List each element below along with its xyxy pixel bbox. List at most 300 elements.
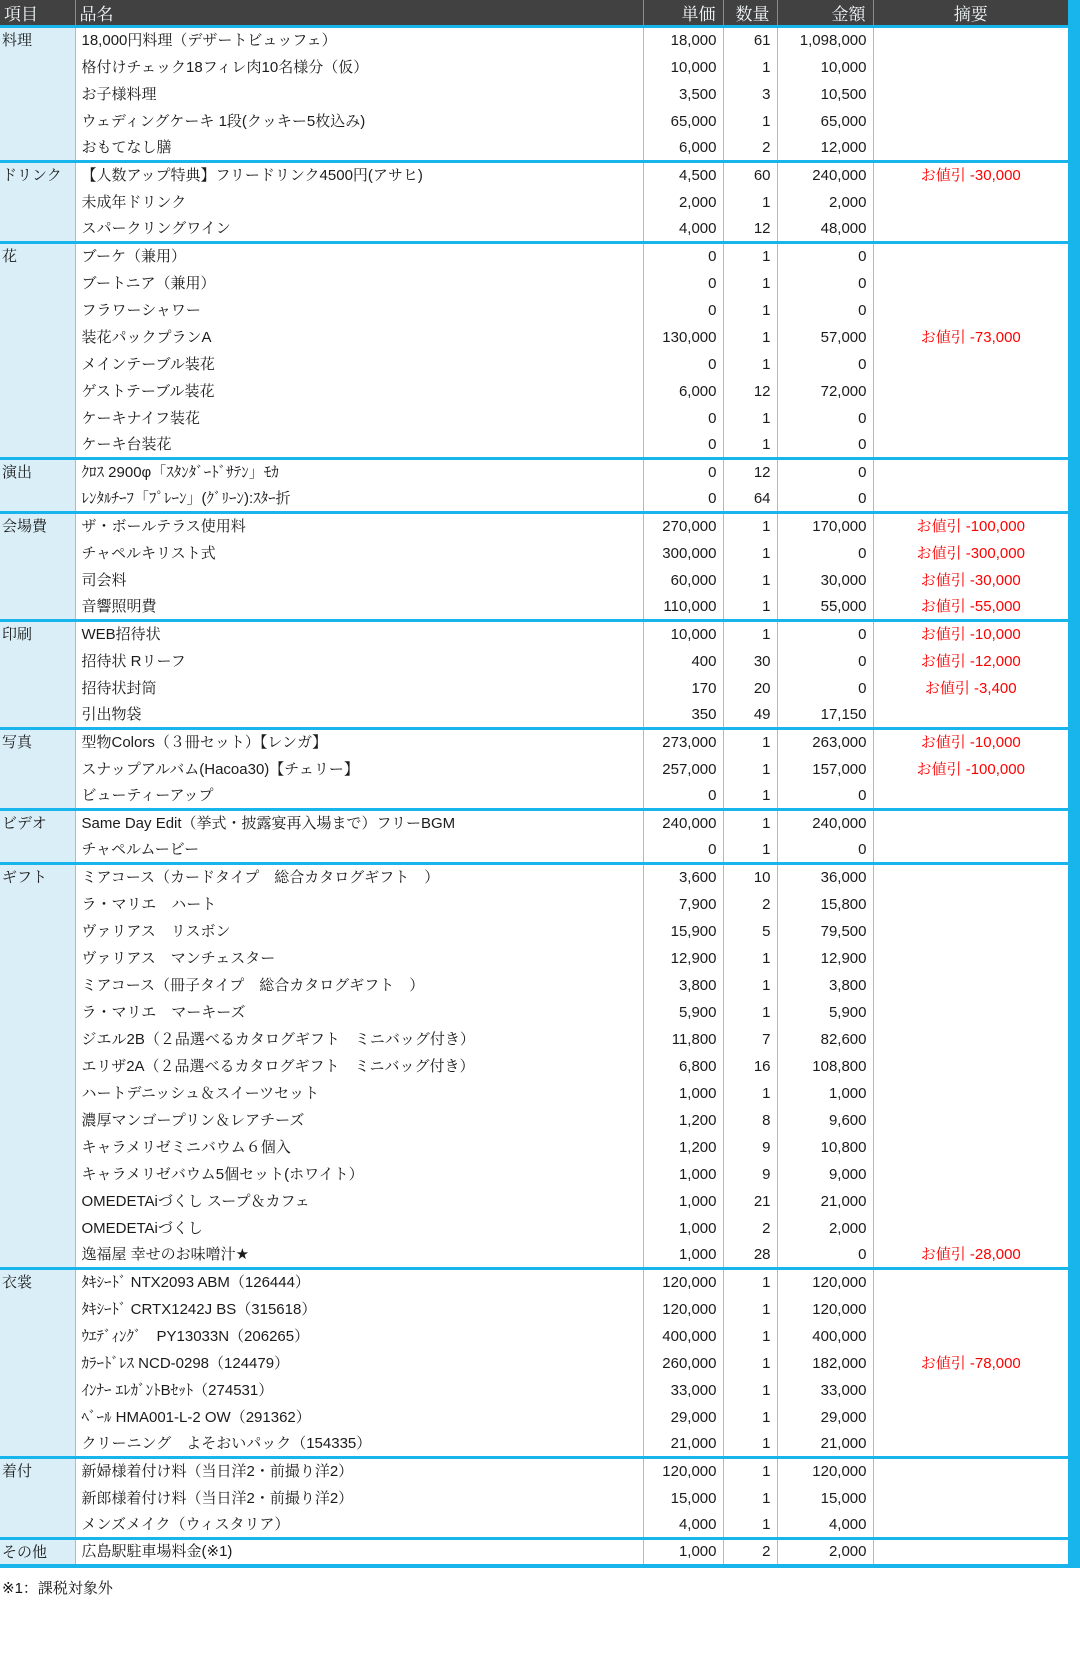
unit-price-cell: 29,000	[643, 1404, 723, 1431]
unit-price-cell: 240,000	[643, 810, 723, 837]
column-header-unit-price: 単価	[643, 0, 723, 27]
note-cell	[873, 1053, 1068, 1080]
amount-cell: 0	[777, 351, 873, 378]
note-cell: お値引 -100,000	[873, 513, 1068, 540]
table-row	[0, 783, 1068, 810]
table-row	[0, 1485, 1068, 1512]
amount-cell: 120,000	[777, 1296, 873, 1323]
amount-cell: 21,000	[777, 1188, 873, 1215]
note-cell	[873, 459, 1068, 486]
item-name-cell: 濃厚マンゴープリン＆レアチーズ	[75, 1107, 643, 1134]
item-name-cell: キャラメリゼバウム5個セット(ホワイト）	[75, 1161, 643, 1188]
item-name-cell: ハートデニッシュ＆スイーツセット	[75, 1080, 643, 1107]
note-cell	[873, 378, 1068, 405]
amount-cell: 263,000	[777, 729, 873, 756]
item-name-cell: ｸﾛｽ 2900φ「ｽﾀﾝﾀﾞｰﾄﾞｻﾃﾝ」ﾓｶ	[75, 459, 643, 486]
amount-cell: 10,800	[777, 1134, 873, 1161]
quantity-cell: 28	[723, 1242, 777, 1269]
note-cell	[873, 243, 1068, 270]
column-header-item-name: 品名	[75, 0, 643, 27]
item-name-cell: 未成年ドリンク	[75, 189, 643, 216]
amount-cell: 30,000	[777, 567, 873, 594]
unit-price-cell: 4,000	[643, 216, 723, 243]
amount-cell: 0	[777, 837, 873, 864]
unit-price-cell: 260,000	[643, 1350, 723, 1377]
quantity-cell: 8	[723, 1107, 777, 1134]
unit-price-cell: 3,600	[643, 864, 723, 891]
amount-cell: 17,150	[777, 702, 873, 729]
item-name-cell: ケーキナイフ装花	[75, 405, 643, 432]
amount-cell: 0	[777, 297, 873, 324]
item-name-cell: 18,000円料理（デザートビュッフェ）	[75, 27, 643, 54]
item-name-cell: ヴァリアス リスボン	[75, 918, 643, 945]
unit-price-cell: 18,000	[643, 27, 723, 54]
item-name-cell: 音響照明費	[75, 594, 643, 621]
note-cell	[873, 351, 1068, 378]
amount-cell: 15,800	[777, 891, 873, 918]
table-row	[0, 1242, 1068, 1269]
table-row	[0, 918, 1068, 945]
note-cell: お値引 -10,000	[873, 729, 1068, 756]
item-name-cell: WEB招待状	[75, 621, 643, 648]
table-row	[0, 1053, 1068, 1080]
quantity-cell: 1	[723, 1323, 777, 1350]
unit-price-cell: 3,800	[643, 972, 723, 999]
item-name-cell: ジエル2B（２品選べるカタログギフト ミニバッグ付き）	[75, 1026, 643, 1053]
item-name-cell: チャペルムービー	[75, 837, 643, 864]
quantity-cell: 1	[723, 243, 777, 270]
quantity-cell: 12	[723, 216, 777, 243]
unit-price-cell: 120,000	[643, 1458, 723, 1485]
quantity-cell: 5	[723, 918, 777, 945]
note-cell	[873, 1026, 1068, 1053]
table-row	[0, 1404, 1068, 1431]
quantity-cell: 12	[723, 459, 777, 486]
amount-cell: 3,800	[777, 972, 873, 999]
quantity-cell: 1	[723, 540, 777, 567]
note-cell	[873, 1269, 1068, 1296]
table-row	[0, 972, 1068, 999]
item-name-cell: ﾀｷｼｰﾄﾞ CRTX1242J BS（315618）	[75, 1296, 643, 1323]
unit-price-cell: 110,000	[643, 594, 723, 621]
note-cell	[873, 81, 1068, 108]
quantity-cell: 30	[723, 648, 777, 675]
note-cell	[873, 1188, 1068, 1215]
item-name-cell: 格付けチェック18フィレ肉10名様分（仮）	[75, 54, 643, 81]
item-name-cell: 新婦様着付け料（当日洋2・前撮り洋2）	[75, 1458, 643, 1485]
note-cell	[873, 1512, 1068, 1539]
quantity-cell: 3	[723, 81, 777, 108]
quantity-cell: 1	[723, 1296, 777, 1323]
note-cell	[873, 972, 1068, 999]
quantity-cell: 1	[723, 594, 777, 621]
item-name-cell: スナップアルバム(Hacoa30)【チェリー】	[75, 756, 643, 783]
note-cell: お値引 -300,000	[873, 540, 1068, 567]
note-cell	[873, 486, 1068, 513]
item-name-cell: キャラメリゼミニバウム６個入	[75, 1134, 643, 1161]
item-name-cell: チャペルキリスト式	[75, 540, 643, 567]
quantity-cell: 1	[723, 1512, 777, 1539]
item-name-cell: ケーキ台装花	[75, 432, 643, 459]
table-row	[0, 243, 1068, 270]
quantity-cell: 1	[723, 972, 777, 999]
quantity-cell: 2	[723, 1539, 777, 1566]
amount-cell: 0	[777, 1242, 873, 1269]
unit-price-cell: 170	[643, 675, 723, 702]
unit-price-cell: 1,000	[643, 1161, 723, 1188]
quantity-cell: 61	[723, 27, 777, 54]
amount-cell: 4,000	[777, 1512, 873, 1539]
table-row	[0, 1431, 1068, 1458]
amount-cell: 400,000	[777, 1323, 873, 1350]
unit-price-cell: 65,000	[643, 108, 723, 135]
table-row	[0, 1215, 1068, 1242]
unit-price-cell: 0	[643, 837, 723, 864]
note-cell: お値引 -30,000	[873, 162, 1068, 189]
note-cell	[873, 405, 1068, 432]
note-cell	[873, 1134, 1068, 1161]
table-row	[0, 756, 1068, 783]
quantity-cell: 1	[723, 810, 777, 837]
quantity-cell: 1	[723, 999, 777, 1026]
unit-price-cell: 21,000	[643, 1431, 723, 1458]
item-name-cell: ビューティーアップ	[75, 783, 643, 810]
table-row	[0, 675, 1068, 702]
item-name-cell: ラ・マリエ マーキーズ	[75, 999, 643, 1026]
item-name-cell: ゲストテーブル装花	[75, 378, 643, 405]
item-name-cell: 逸福屋 幸せのお味噌汁★	[75, 1242, 643, 1269]
table-row	[0, 297, 1068, 324]
unit-price-cell: 60,000	[643, 567, 723, 594]
unit-price-cell: 6,000	[643, 135, 723, 162]
table-row	[0, 567, 1068, 594]
note-cell: お値引 -100,000	[873, 756, 1068, 783]
quantity-cell: 64	[723, 486, 777, 513]
note-cell	[873, 1323, 1068, 1350]
quantity-cell: 2	[723, 135, 777, 162]
table-row	[0, 486, 1068, 513]
item-name-cell: ﾍﾞｰﾙ HMA001-L-2 OW（291362）	[75, 1404, 643, 1431]
amount-cell: 0	[777, 675, 873, 702]
unit-price-cell: 4,500	[643, 162, 723, 189]
note-cell	[873, 1377, 1068, 1404]
item-name-cell: ヴァリアス マンチェスター	[75, 945, 643, 972]
table-row	[0, 54, 1068, 81]
amount-cell: 10,500	[777, 81, 873, 108]
unit-price-cell: 7,900	[643, 891, 723, 918]
quantity-cell: 1	[723, 297, 777, 324]
note-cell: お値引 -78,000	[873, 1350, 1068, 1377]
quantity-cell: 16	[723, 1053, 777, 1080]
unit-price-cell: 1,000	[643, 1188, 723, 1215]
item-name-cell: ﾚﾝﾀﾙﾁｰﾌ「ﾌﾟﾚｰﾝ」(ｸﾞﾘｰﾝ):ｽﾀｰ折	[75, 486, 643, 513]
quantity-cell: 1	[723, 270, 777, 297]
amount-cell: 120,000	[777, 1269, 873, 1296]
table-row	[0, 999, 1068, 1026]
note-cell	[873, 810, 1068, 837]
note-cell	[873, 54, 1068, 81]
amount-cell: 29,000	[777, 1404, 873, 1431]
amount-cell: 0	[777, 540, 873, 567]
column-header-quantity: 数量	[723, 0, 777, 27]
table-row	[0, 432, 1068, 459]
amount-cell: 1,098,000	[777, 27, 873, 54]
unit-price-cell: 0	[643, 243, 723, 270]
item-name-cell: クリーニング よそおいパック（154335）	[75, 1431, 643, 1458]
item-name-cell: ｳｴﾃﾞｨﾝｸﾞ PY13033N（206265）	[75, 1323, 643, 1350]
note-cell	[873, 297, 1068, 324]
unit-price-cell: 1,200	[643, 1107, 723, 1134]
amount-cell: 48,000	[777, 216, 873, 243]
table-row	[0, 1026, 1068, 1053]
table-row	[0, 351, 1068, 378]
amount-cell: 0	[777, 621, 873, 648]
category-cell: 演出	[0, 459, 75, 513]
quantity-cell: 20	[723, 675, 777, 702]
table-row	[0, 810, 1068, 837]
unit-price-cell: 33,000	[643, 1377, 723, 1404]
unit-price-cell: 5,900	[643, 999, 723, 1026]
quantity-cell: 10	[723, 864, 777, 891]
note-cell: お値引 -3,400	[873, 675, 1068, 702]
quantity-cell: 2	[723, 891, 777, 918]
note-cell: お値引 -10,000	[873, 621, 1068, 648]
note-cell	[873, 135, 1068, 162]
item-name-cell: ラ・マリエ ハート	[75, 891, 643, 918]
amount-cell: 82,600	[777, 1026, 873, 1053]
quantity-cell: 1	[723, 324, 777, 351]
category-cell: ビデオ	[0, 810, 75, 864]
amount-cell: 21,000	[777, 1431, 873, 1458]
quantity-cell: 49	[723, 702, 777, 729]
table-row	[0, 1539, 1068, 1566]
note-cell	[873, 1431, 1068, 1458]
item-name-cell: フラワーシャワー	[75, 297, 643, 324]
amount-cell: 72,000	[777, 378, 873, 405]
table-row	[0, 1080, 1068, 1107]
table-row	[0, 1134, 1068, 1161]
item-name-cell: ブーケ（兼用）	[75, 243, 643, 270]
unit-price-cell: 10,000	[643, 54, 723, 81]
note-cell	[873, 1107, 1068, 1134]
quantity-cell: 12	[723, 378, 777, 405]
unit-price-cell: 0	[643, 270, 723, 297]
amount-cell: 9,600	[777, 1107, 873, 1134]
note-cell	[873, 27, 1068, 54]
amount-cell: 157,000	[777, 756, 873, 783]
quantity-cell: 1	[723, 1485, 777, 1512]
note-cell	[873, 1161, 1068, 1188]
table-row	[0, 378, 1068, 405]
note-cell	[873, 1458, 1068, 1485]
item-name-cell: ｶﾗｰﾄﾞﾚｽ NCD-0298（124479）	[75, 1350, 643, 1377]
quantity-cell: 1	[723, 1080, 777, 1107]
amount-cell: 170,000	[777, 513, 873, 540]
item-name-cell: ミアコース（カードタイプ 総合カタログギフト ）	[75, 864, 643, 891]
quantity-cell: 1	[723, 837, 777, 864]
table-row	[0, 729, 1068, 756]
note-cell: お値引 -73,000	[873, 324, 1068, 351]
amount-cell: 2,000	[777, 189, 873, 216]
item-name-cell: 引出物袋	[75, 702, 643, 729]
note-cell: お値引 -12,000	[873, 648, 1068, 675]
column-header-category: 項目	[0, 0, 75, 27]
unit-price-cell: 0	[643, 783, 723, 810]
quantity-cell: 1	[723, 1431, 777, 1458]
note-cell	[873, 108, 1068, 135]
amount-cell: 0	[777, 486, 873, 513]
table-row	[0, 1269, 1068, 1296]
unit-price-cell: 12,900	[643, 945, 723, 972]
note-cell	[873, 702, 1068, 729]
amount-cell: 5,900	[777, 999, 873, 1026]
unit-price-cell: 350	[643, 702, 723, 729]
category-cell: 会場費	[0, 513, 75, 621]
item-name-cell: スパークリングワイン	[75, 216, 643, 243]
column-header-note: 摘要	[873, 0, 1068, 27]
table-row	[0, 189, 1068, 216]
amount-cell: 2,000	[777, 1215, 873, 1242]
item-name-cell: ウェディングケーキ 1段(クッキー5枚込み)	[75, 108, 643, 135]
item-name-cell: ザ・ボールテラス使用料	[75, 513, 643, 540]
table-row	[0, 945, 1068, 972]
amount-cell: 182,000	[777, 1350, 873, 1377]
quantity-cell: 1	[723, 621, 777, 648]
item-name-cell: 新郎様着付け料（当日洋2・前撮り洋2）	[75, 1485, 643, 1512]
item-name-cell: 広島駅駐車場料金(※1)	[75, 1539, 643, 1566]
unit-price-cell: 300,000	[643, 540, 723, 567]
item-name-cell: おもてなし膳	[75, 135, 643, 162]
item-name-cell: 装花パックプランA	[75, 324, 643, 351]
item-name-cell: Same Day Edit（挙式・披露宴再入場まで）フリーBGM	[75, 810, 643, 837]
amount-cell: 0	[777, 432, 873, 459]
unit-price-cell: 270,000	[643, 513, 723, 540]
quantity-cell: 1	[723, 783, 777, 810]
quantity-cell: 1	[723, 189, 777, 216]
unit-price-cell: 4,000	[643, 1512, 723, 1539]
item-name-cell: OMEDETAiづくし	[75, 1215, 643, 1242]
unit-price-cell: 0	[643, 405, 723, 432]
amount-cell: 1,000	[777, 1080, 873, 1107]
amount-cell: 108,800	[777, 1053, 873, 1080]
note-cell: お値引 -55,000	[873, 594, 1068, 621]
table-row	[0, 540, 1068, 567]
amount-cell: 0	[777, 648, 873, 675]
quantity-cell: 1	[723, 108, 777, 135]
note-cell	[873, 1296, 1068, 1323]
table-row	[0, 1161, 1068, 1188]
note-cell	[873, 270, 1068, 297]
amount-cell: 12,000	[777, 135, 873, 162]
table-row	[0, 27, 1068, 54]
category-cell: 料理	[0, 27, 75, 162]
unit-price-cell: 2,000	[643, 189, 723, 216]
category-cell: 着付	[0, 1458, 75, 1539]
unit-price-cell: 1,000	[643, 1242, 723, 1269]
table-row	[0, 1512, 1068, 1539]
amount-cell: 57,000	[777, 324, 873, 351]
item-name-cell: ミアコース（冊子タイプ 総合カタログギフト ）	[75, 972, 643, 999]
table-row	[0, 162, 1068, 189]
table-row	[0, 108, 1068, 135]
amount-cell: 9,000	[777, 1161, 873, 1188]
unit-price-cell: 0	[643, 459, 723, 486]
amount-cell: 65,000	[777, 108, 873, 135]
note-cell	[873, 432, 1068, 459]
quantity-cell: 1	[723, 756, 777, 783]
note-cell	[873, 1404, 1068, 1431]
note-cell	[873, 189, 1068, 216]
amount-cell: 10,000	[777, 54, 873, 81]
quantity-cell: 1	[723, 567, 777, 594]
table-row	[0, 621, 1068, 648]
amount-cell: 0	[777, 243, 873, 270]
item-name-cell: ﾀｷｼｰﾄﾞ NTX2093 ABM（126444）	[75, 1269, 643, 1296]
unit-price-cell: 10,000	[643, 621, 723, 648]
note-cell	[873, 1080, 1068, 1107]
quantity-cell: 9	[723, 1161, 777, 1188]
quantity-cell: 1	[723, 1377, 777, 1404]
amount-cell: 240,000	[777, 810, 873, 837]
item-name-cell: 司会料	[75, 567, 643, 594]
note-cell	[873, 1215, 1068, 1242]
quantity-cell: 1	[723, 513, 777, 540]
table-row	[0, 135, 1068, 162]
table-row	[0, 1323, 1068, 1350]
note-cell	[873, 837, 1068, 864]
item-name-cell: 招待状封筒	[75, 675, 643, 702]
column-header-amount: 金額	[777, 0, 873, 27]
item-name-cell: メンズメイク（ウィスタリア）	[75, 1512, 643, 1539]
note-cell: お値引 -30,000	[873, 567, 1068, 594]
table-row	[0, 864, 1068, 891]
unit-price-cell: 0	[643, 432, 723, 459]
table-row	[0, 405, 1068, 432]
table-row	[0, 270, 1068, 297]
quantity-cell: 7	[723, 1026, 777, 1053]
item-name-cell: ブートニア（兼用）	[75, 270, 643, 297]
item-name-cell: 招待状 Rリーフ	[75, 648, 643, 675]
table-row	[0, 1296, 1068, 1323]
unit-price-cell: 15,000	[643, 1485, 723, 1512]
unit-price-cell: 130,000	[643, 324, 723, 351]
table-row	[0, 594, 1068, 621]
amount-cell: 12,900	[777, 945, 873, 972]
table-row	[0, 1107, 1068, 1134]
note-cell	[873, 999, 1068, 1026]
amount-cell: 55,000	[777, 594, 873, 621]
footnote: ※1：課税対象外	[2, 1579, 113, 1597]
amount-cell: 0	[777, 405, 873, 432]
unit-price-cell: 15,900	[643, 918, 723, 945]
quantity-cell: 1	[723, 405, 777, 432]
table-row	[0, 81, 1068, 108]
quantity-cell: 1	[723, 1350, 777, 1377]
amount-cell: 240,000	[777, 162, 873, 189]
note-cell	[873, 783, 1068, 810]
table-row	[0, 648, 1068, 675]
category-cell: 写真	[0, 729, 75, 810]
unit-price-cell: 3,500	[643, 81, 723, 108]
unit-price-cell: 6,000	[643, 378, 723, 405]
quantity-cell: 9	[723, 1134, 777, 1161]
amount-cell: 0	[777, 783, 873, 810]
category-cell: 衣裳	[0, 1269, 75, 1458]
quantity-cell: 1	[723, 945, 777, 972]
unit-price-cell: 1,200	[643, 1134, 723, 1161]
unit-price-cell: 0	[643, 351, 723, 378]
item-name-cell: 型物Colors（３冊セット）【レンガ】	[75, 729, 643, 756]
